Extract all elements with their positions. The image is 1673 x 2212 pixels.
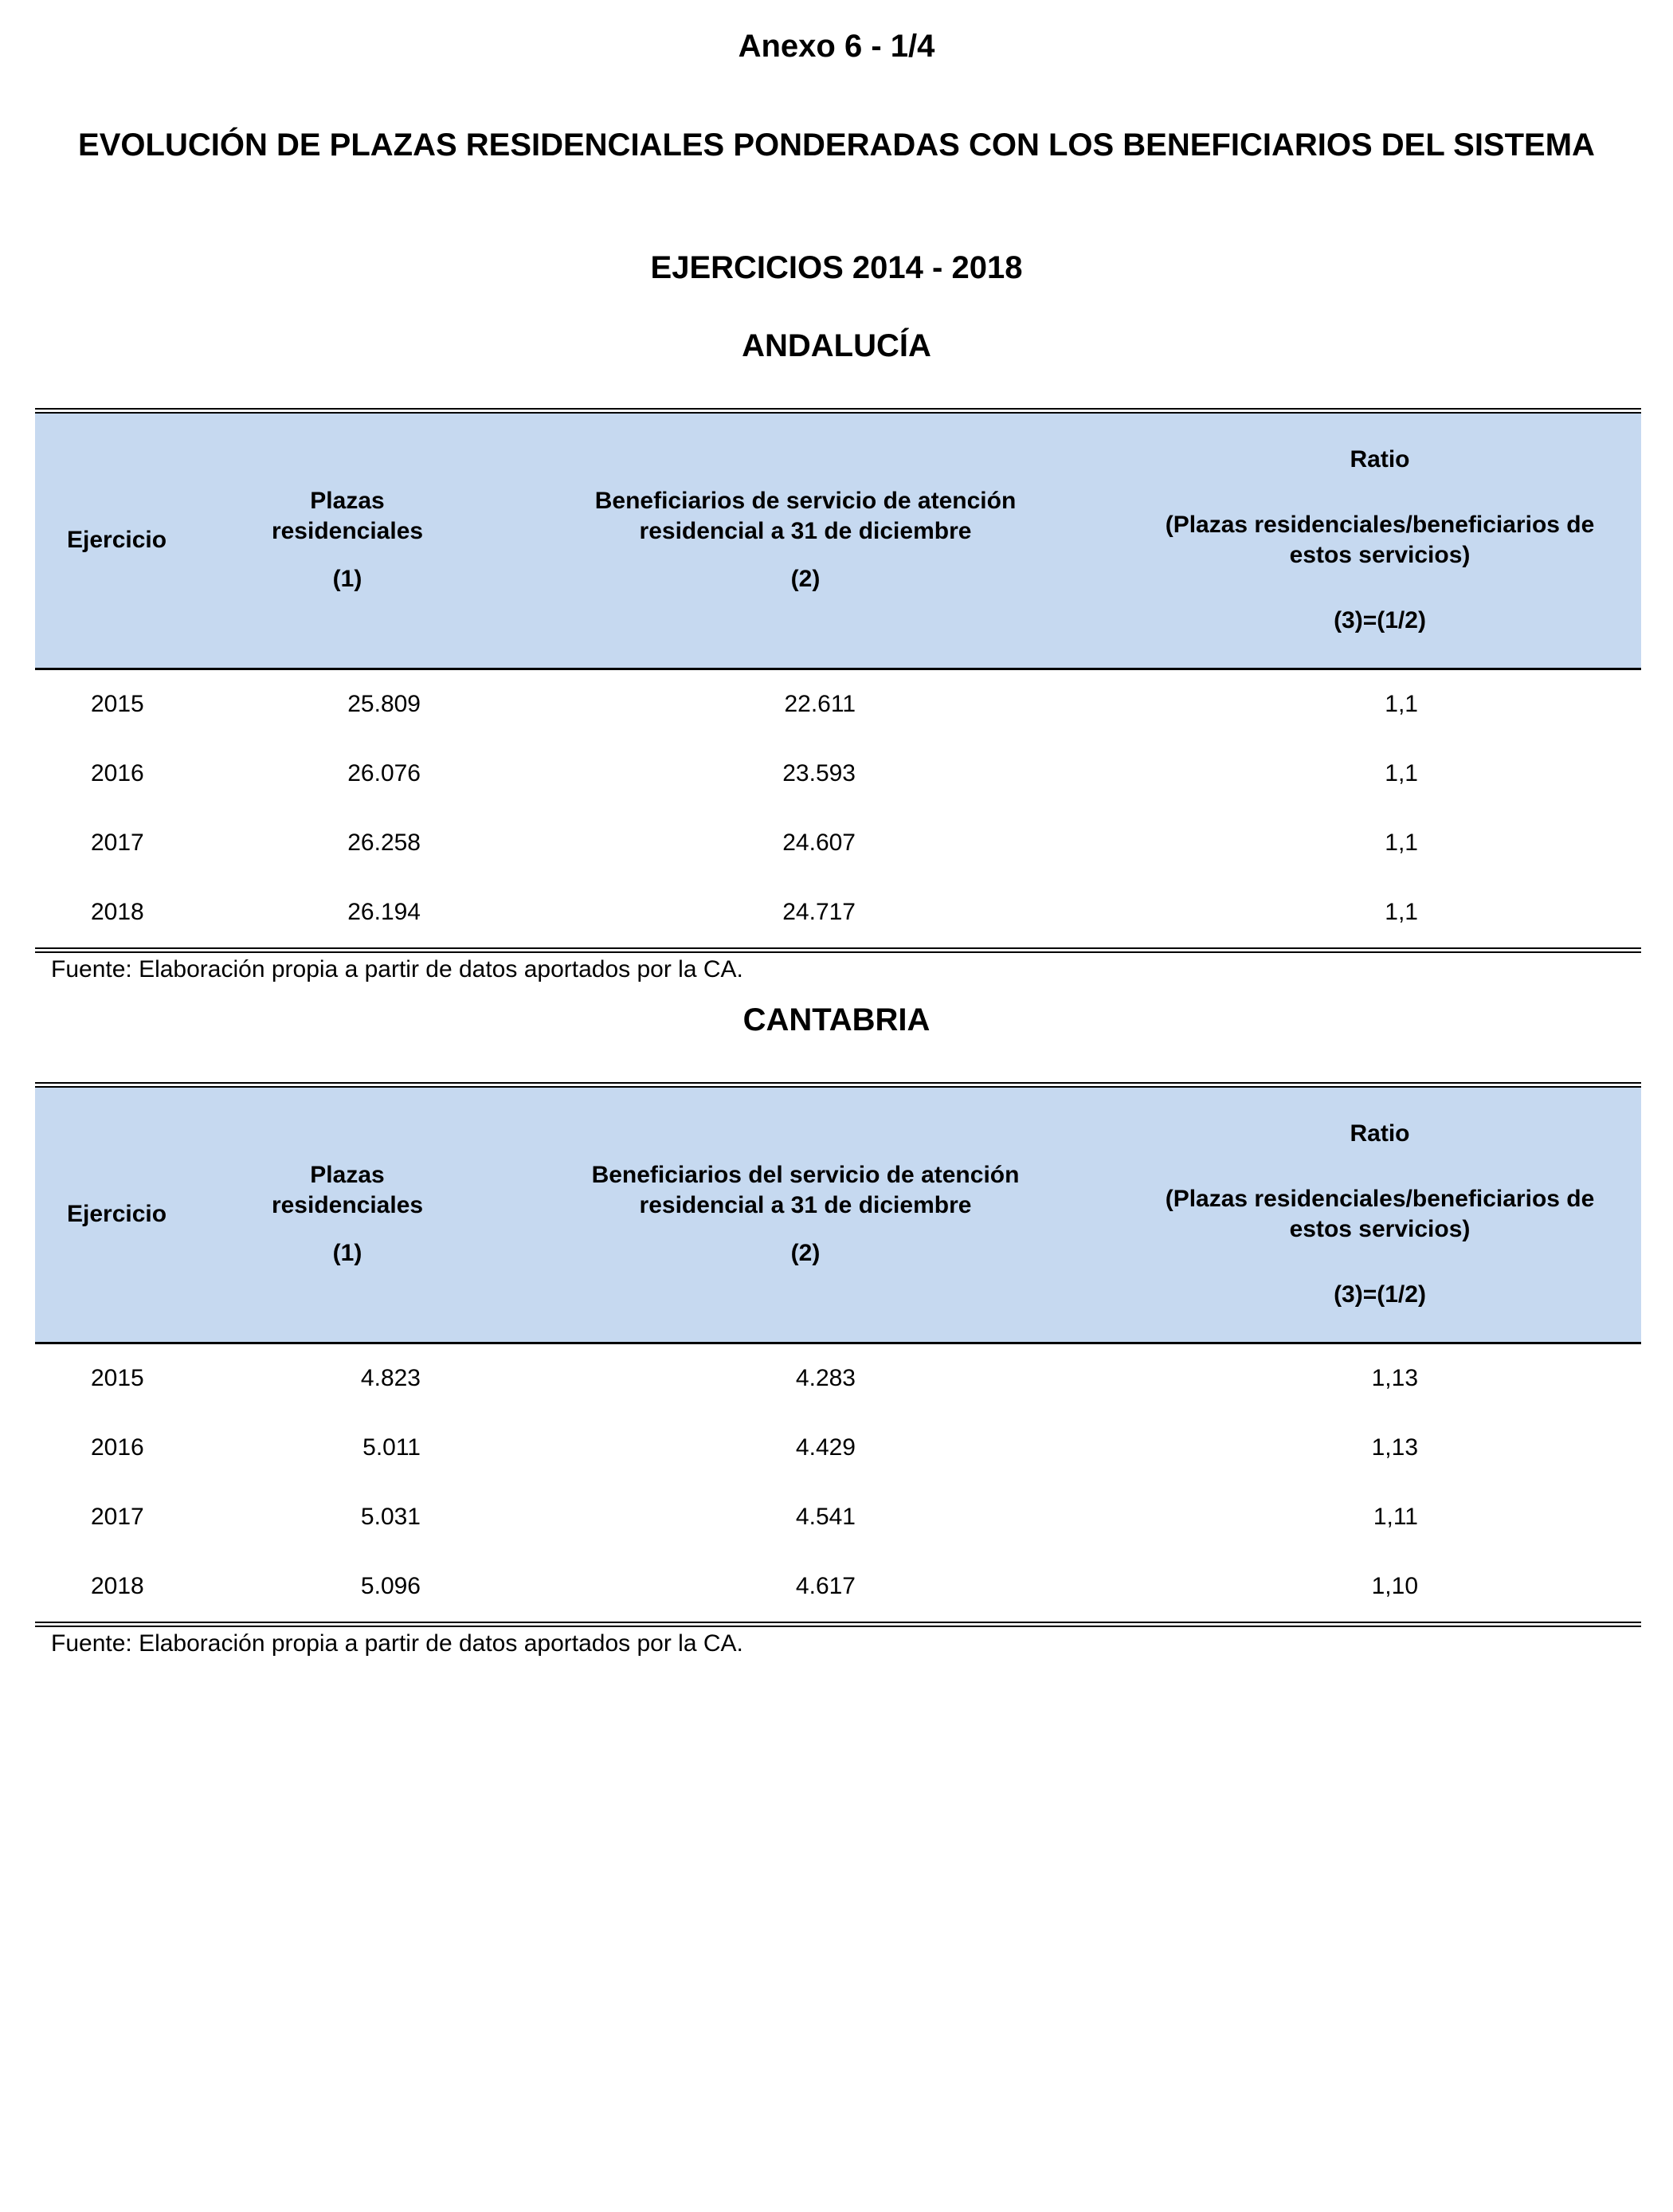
cell-ratio: 1,10 (1371, 1573, 1418, 1599)
annex-label: Anexo 6 - 1/4 (738, 29, 935, 64)
region-title-andalucia: ANDALUCÍA (742, 328, 931, 363)
table-cantabria (35, 1082, 1641, 1657)
cell-beneficiarios: 4.541 (795, 1504, 856, 1530)
cell-year: 2018 (91, 1573, 144, 1599)
table-bottom-rule (35, 947, 1641, 953)
cell-ratio: 1,13 (1371, 1434, 1418, 1461)
cell-year: 2015 (91, 1365, 144, 1391)
data-table (35, 1088, 1641, 1622)
table-row (35, 1414, 1641, 1483)
cell-ratio: 1,1 (1385, 691, 1418, 717)
cell-ratio: 1,11 (1373, 1504, 1418, 1530)
table-row (35, 809, 1641, 878)
cell-ratio: 1,13 (1371, 1365, 1418, 1391)
header-beneficiarios: Beneficiarios de servicio de atención residencial a 31 de diciembre (2) (492, 414, 1119, 669)
cell-year: 2015 (91, 691, 144, 717)
cell-beneficiarios: 4.429 (795, 1434, 856, 1461)
table-row (35, 1552, 1641, 1622)
header-plazas: Plazas residenciales (1) (202, 414, 492, 669)
source-note: Fuente: Elaboración propia a partir de datos aportados por la CA. (51, 955, 743, 982)
table-top-rule (35, 408, 1641, 414)
cell-plazas: 5.011 (362, 1434, 421, 1461)
cell-beneficiarios: 23.593 (782, 760, 856, 786)
header-ratio: Ratio (Plazas residenciales/beneficiarios de estos servicios) (3)=(1/2) (1119, 414, 1641, 669)
cell-beneficiarios: 22.611 (784, 691, 856, 717)
cell-beneficiarios: 24.607 (782, 830, 856, 856)
cell-ratio: 1,1 (1385, 899, 1418, 925)
data-table (35, 414, 1641, 947)
cell-beneficiarios: 4.283 (795, 1365, 856, 1391)
cell-plazas: 4.823 (360, 1365, 421, 1391)
cell-plazas: 26.076 (347, 760, 421, 786)
header-row (35, 414, 1641, 669)
cell-plazas: 5.031 (360, 1504, 421, 1530)
table-row (35, 1483, 1641, 1552)
table-top-rule (35, 1082, 1641, 1088)
period-subtitle: EJERCICIOS 2014 - 2018 (650, 250, 1023, 285)
cell-year: 2017 (91, 830, 144, 856)
header-ejercicio: Ejercicio (35, 1088, 202, 1343)
source-note: Fuente: Elaboración propia a partir de datos aportados por la CA. (51, 1630, 743, 1657)
cell-plazas: 26.258 (347, 830, 421, 856)
cell-year: 2016 (91, 760, 144, 786)
cell-ratio: 1,1 (1385, 760, 1418, 786)
table-row (35, 739, 1641, 809)
table-bottom-rule (35, 1622, 1641, 1627)
table-row (35, 878, 1641, 947)
header-beneficiarios: Beneficiarios del servicio de atención residencial a 31 de diciembre (2) (492, 1088, 1119, 1343)
table-row (35, 1343, 1641, 1414)
table-andalucia (35, 408, 1641, 983)
document-title: EVOLUCIÓN DE PLAZAS RESIDENCIALES PONDERADAS CON LOS BENEFICIARIOS DEL SISTEMA (78, 127, 1595, 163)
cell-ratio: 1,1 (1385, 830, 1418, 856)
cell-plazas: 25.809 (347, 691, 421, 717)
header-plazas: Plazas residenciales (1) (202, 1088, 492, 1343)
cell-beneficiarios: 4.617 (795, 1573, 856, 1599)
region-title-cantabria: CANTABRIA (742, 1002, 931, 1037)
header-row (35, 1088, 1641, 1343)
cell-year: 2017 (91, 1504, 144, 1530)
table-row (35, 669, 1641, 739)
header-ratio: Ratio (Plazas residenciales/beneficiarios de estos servicios) (3)=(1/2) (1119, 1088, 1641, 1343)
cell-plazas: 5.096 (360, 1573, 421, 1599)
cell-plazas: 26.194 (347, 899, 421, 925)
header-ejercicio: Ejercicio (35, 414, 202, 669)
cell-year: 2016 (91, 1434, 144, 1461)
cell-beneficiarios: 24.717 (782, 899, 856, 925)
cell-year: 2018 (91, 899, 144, 925)
